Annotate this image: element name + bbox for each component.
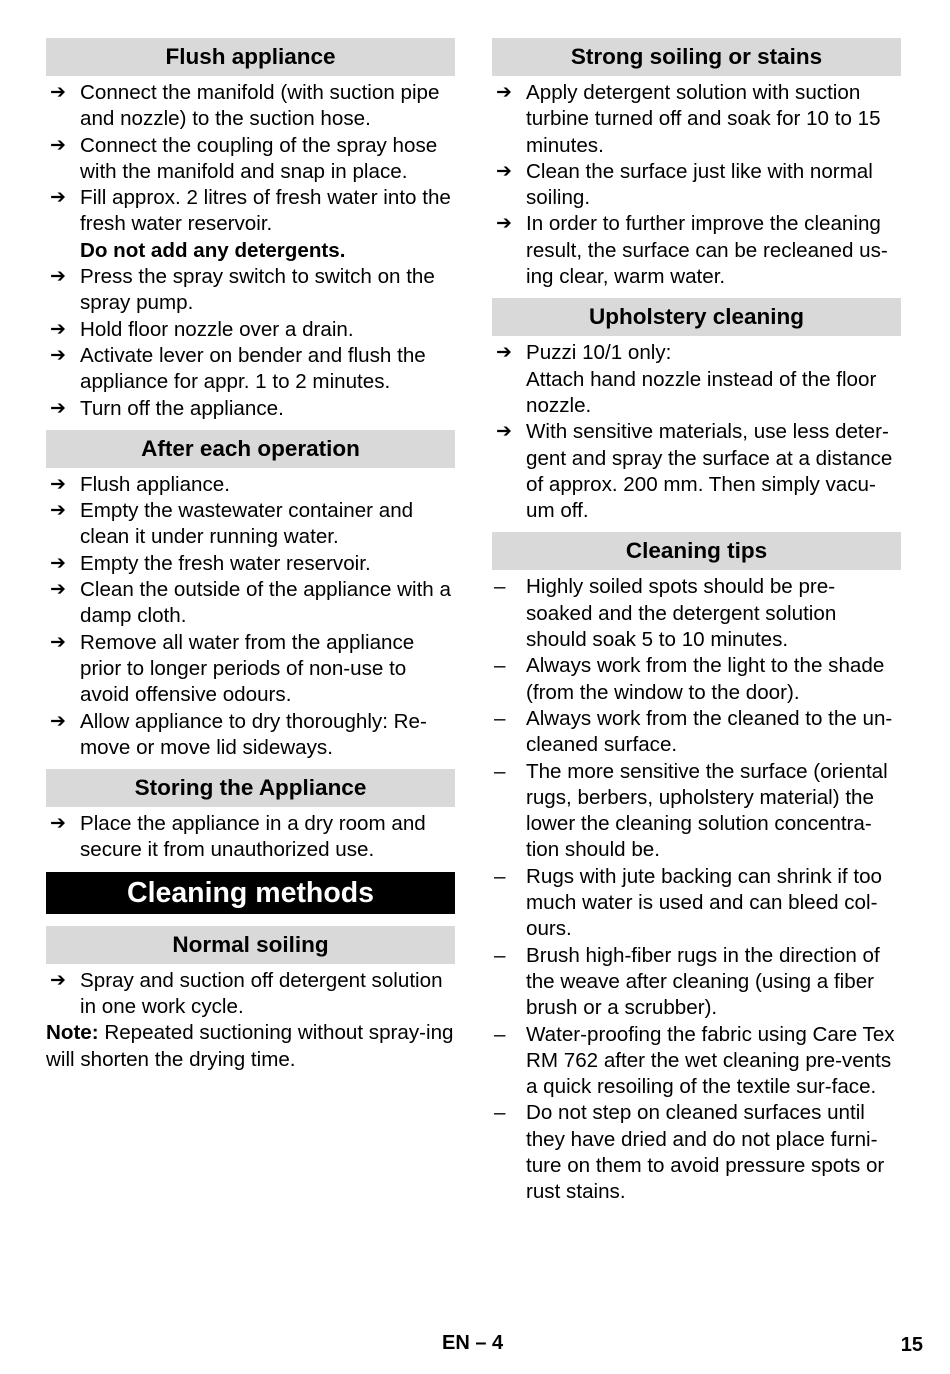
list-item: ➔ Clean the surface just like with normal soiling. xyxy=(496,159,873,210)
footer-section-label: EN – 4 xyxy=(442,1332,504,1354)
arrow-icon: ➔ xyxy=(50,473,66,495)
list-item: ➔ Connect the coupling of the spray hose with the manifold and snap in place. xyxy=(50,133,438,183)
page-number: 15 xyxy=(900,1334,923,1356)
flush-list xyxy=(46,80,455,422)
arrow-icon: ➔ xyxy=(50,397,66,419)
list-item: – The more sensitive the surface (oriental rugs, berbers, upholstery material) the lower the cleaning solution concentra-tion should be. xyxy=(494,759,888,862)
detergent-warning: Do not add any detergents. xyxy=(80,238,346,262)
list-item: ➔ Spray and suction off detergent solution in one work cycle. xyxy=(50,968,443,1019)
note-text: Repeated suctioning without spray-ing will shorten the drying time. xyxy=(46,1021,454,1071)
list-item: ➔ Allow appliance to dry thoroughly: Re-move or move lid sideways. xyxy=(50,709,427,759)
list-item: ➔ Activate lever on bender and flush the appliance for appr. 1 to 2 minutes. xyxy=(50,343,426,394)
heading-after-each-operation: After each operation xyxy=(46,430,455,468)
arrow-icon: ➔ xyxy=(50,813,66,835)
list-item: ➔ With sensitive materials, use less deter-gent and spray the surface at a distance of approx. 200 mm. Then simply vacu-um off. xyxy=(496,420,893,523)
dash-icon: – xyxy=(494,943,506,967)
right-column xyxy=(492,38,901,1214)
section-title-cleaning-methods: Cleaning methods xyxy=(46,872,455,914)
arrow-icon: ➔ xyxy=(496,421,512,443)
left-column xyxy=(46,38,455,1073)
upholstery-list xyxy=(492,340,901,524)
heading-normal-soiling: Normal soiling xyxy=(46,926,455,964)
arrow-icon: ➔ xyxy=(50,552,66,574)
heading-upholstery-cleaning: Upholstery cleaning xyxy=(492,298,901,336)
dash-icon: – xyxy=(494,575,506,599)
arrow-icon: ➔ xyxy=(50,631,66,653)
list-item: ➔ Connect the manifold (with suction pipe and nozzle) to the suction hose. xyxy=(50,81,440,131)
heading-cleaning-tips: Cleaning tips xyxy=(492,532,901,570)
list-item: ➔ Empty the fresh water reservoir. xyxy=(46,551,455,577)
list-item: ➔ Puzzi 10/1 only: Attach hand nozzle instead of the floor nozzle. xyxy=(496,341,877,417)
storing-list xyxy=(46,811,455,864)
heading-strong-soiling: Strong soiling or stains xyxy=(492,38,901,76)
dash-icon: – xyxy=(494,706,506,730)
strong-soiling-list xyxy=(492,80,901,290)
arrow-icon: ➔ xyxy=(50,266,66,288)
list-item: ➔ Fill approx. 2 litres of fresh water into the fresh water reservoir. Do not add any detergents. xyxy=(46,185,455,264)
note-label: Note: xyxy=(46,1021,99,1045)
list-item: ➔ Apply detergent solution with suction turbine turned off and soak for 10 to 15 minutes. xyxy=(496,81,881,157)
list-item: ➔ In order to further improve the cleaning result, the surface can be recleaned us-ing clear, warm water. xyxy=(496,212,888,289)
arrow-icon: ➔ xyxy=(496,342,512,364)
cleaning-tips-list xyxy=(492,574,901,1205)
arrow-icon: ➔ xyxy=(496,82,512,103)
arrow-icon: ➔ xyxy=(50,344,66,366)
list-item: ➔ Place the appliance in a dry room and secure it from unauthorized use. xyxy=(50,812,426,862)
arrow-icon: ➔ xyxy=(50,134,66,156)
list-item: ➔ Hold floor nozzle over a drain. xyxy=(46,317,455,343)
dash-icon: – xyxy=(494,654,506,678)
heading-storing-the-appliance: Storing the Appliance xyxy=(46,769,455,807)
arrow-icon: ➔ xyxy=(50,710,66,732)
list-item: – Always work from the cleaned to the un-cleaned surface. xyxy=(494,706,893,757)
list-item: ➔ Press the spray switch to switch on the spray pump. xyxy=(50,265,435,315)
heading-flush-appliance: Flush appliance xyxy=(46,38,455,76)
list-item: ➔ Flush appliance. xyxy=(46,472,455,498)
list-item: – Rugs with jute backing can shrink if too much water is used and can bleed col-ours. xyxy=(494,864,882,941)
list-item: – Brush high-fiber rugs in the direction of the weave after cleaning (using a fiber brush or a scrubber). xyxy=(494,943,880,1020)
list-item: – Water-proofing the fabric using Care Tex RM 762 after the wet cleaning pre-vents a quick resoiling of the textile sur-face. xyxy=(494,1022,895,1099)
note-paragraph xyxy=(46,1020,455,1073)
after-operation-list xyxy=(46,472,455,761)
list-item: ➔ Clean the outside of the appliance with a damp cloth. xyxy=(50,578,451,628)
arrow-icon: ➔ xyxy=(50,969,66,991)
arrow-icon: ➔ xyxy=(496,213,512,235)
dash-icon: – xyxy=(494,864,506,888)
arrow-icon: ➔ xyxy=(496,160,512,182)
list-item: ➔ Remove all water from the appliance prior to longer periods of non-use to avoid offensive odours. xyxy=(50,630,415,707)
arrow-icon: ➔ xyxy=(50,82,66,103)
list-item: – Do not step on cleaned surfaces until they have dried and do not place furni-ture on them to avoid pressure spots or rust stains. xyxy=(494,1101,885,1204)
arrow-icon: ➔ xyxy=(50,318,66,340)
arrow-icon: ➔ xyxy=(50,187,66,209)
arrow-icon: ➔ xyxy=(50,500,66,522)
normal-soiling-list xyxy=(46,968,455,1021)
list-item: – Always work from the light to the shade (from the window to the door). xyxy=(494,654,885,704)
arrow-icon: ➔ xyxy=(50,579,66,601)
dash-icon: – xyxy=(494,1022,506,1046)
list-item: – Highly soiled spots should be pre-soaked and the detergent solution should soak 5 to 10 minutes. xyxy=(494,575,837,652)
list-item: ➔ Empty the wastewater container and clean it under running water. xyxy=(50,499,414,549)
dash-icon: – xyxy=(494,759,506,783)
list-item: ➔ Turn off the appliance. xyxy=(46,396,455,422)
dash-icon: – xyxy=(494,1101,506,1125)
